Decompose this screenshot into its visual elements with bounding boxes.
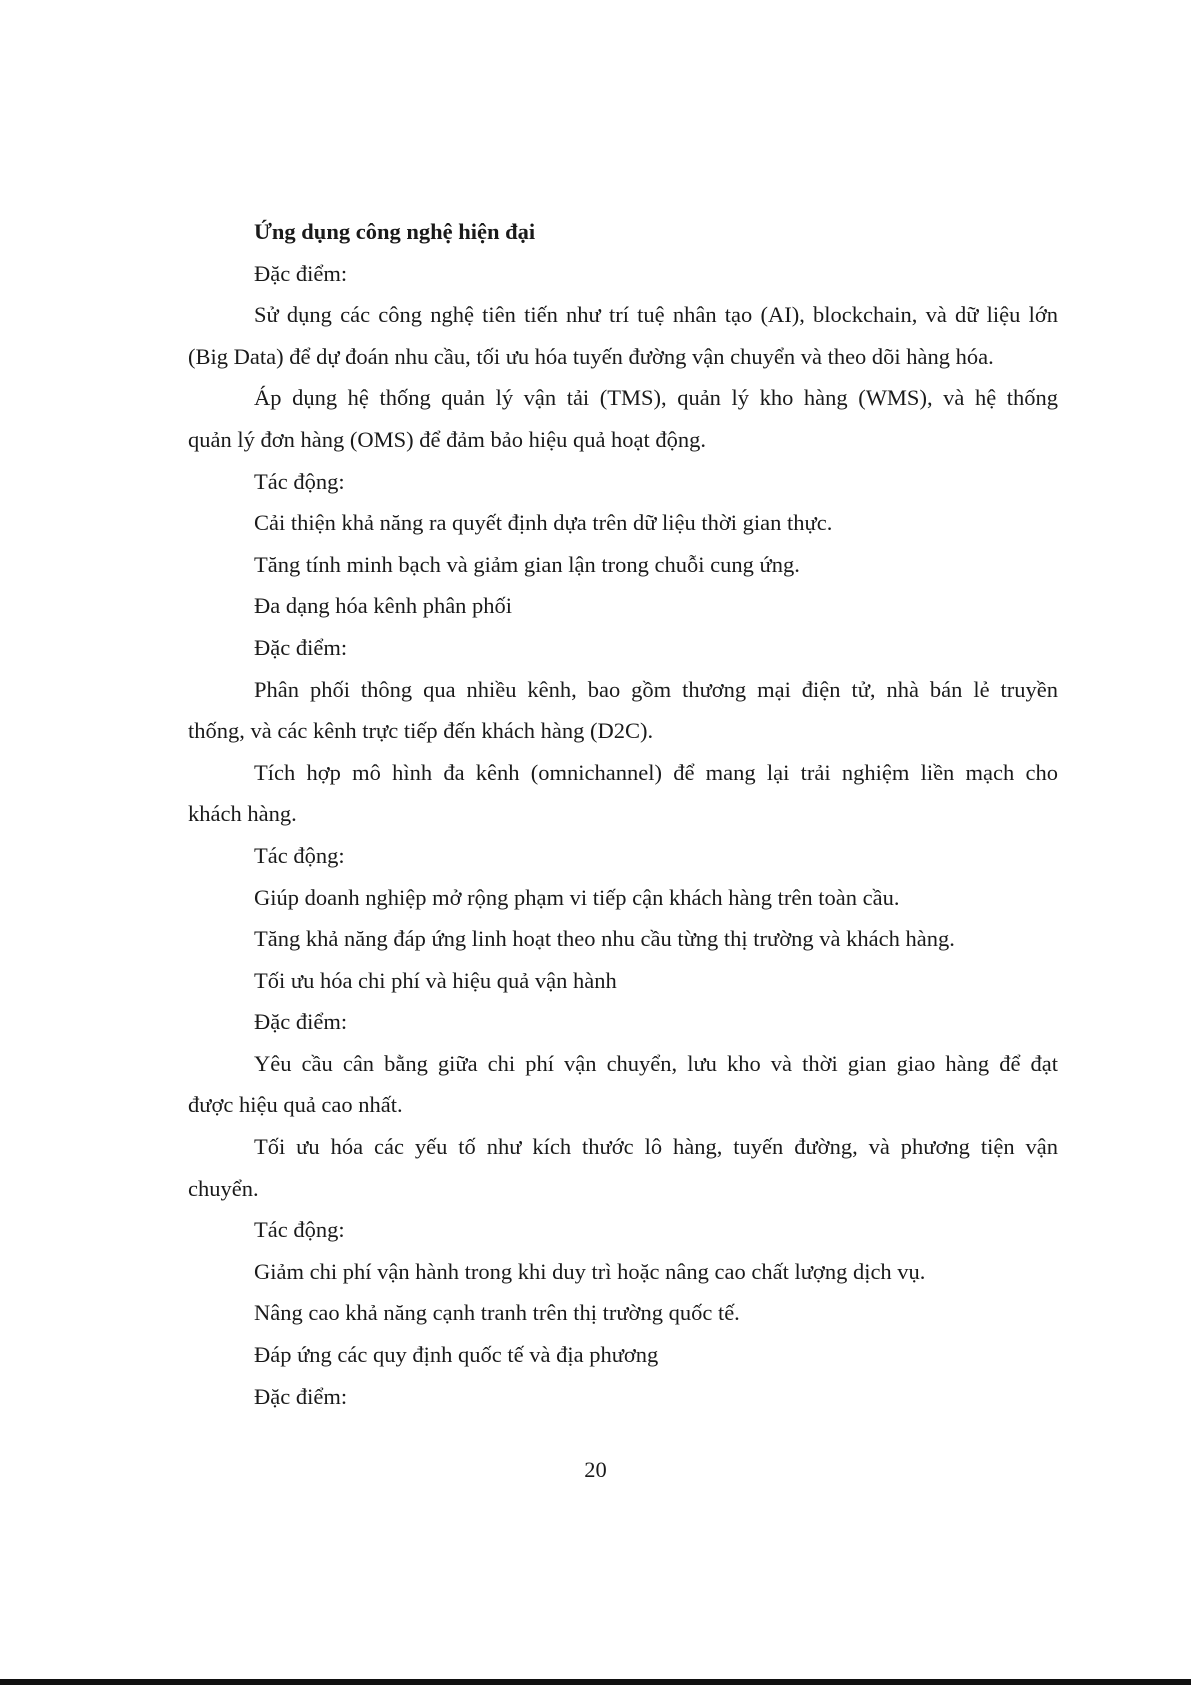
text-line: Áp dụng hệ thống quản lý vận tải (TMS), quản lý kho hàng (WMS), và hệ thống — [254, 385, 1058, 411]
text-line: Yêu cầu cân bằng giữa chi phí vận chuyển, lưu kho và thời gian giao hàng để đạt — [254, 1050, 1058, 1076]
text-line: Đáp ứng các quy định quốc tế và địa phương — [254, 1342, 659, 1368]
text-line: quản lý đơn hàng (OMS) để đảm bảo hiệu quả hoạt động. — [188, 426, 707, 452]
text-line: Đặc điểm: — [254, 634, 348, 660]
text-line: Tác động: — [254, 1217, 345, 1243]
text-line: Phân phối thông qua nhiều kênh, bao gồm thương mại điện tử, nhà bán lẻ truyền — [254, 676, 1058, 702]
text-line: Đặc điểm: — [254, 1383, 348, 1409]
text-line: được hiệu quả cao nhất. — [188, 1092, 403, 1118]
text-line: Nâng cao khả năng cạnh tranh trên thị trường quốc tế. — [254, 1300, 740, 1326]
text-line: Đặc điểm: — [254, 1009, 348, 1035]
text-line: Sử dụng các công nghệ tiên tiến như trí tuệ nhân tạo (AI), blockchain, và dữ liệu lớn — [254, 302, 1058, 328]
page-body — [188, 211, 1058, 1417]
text-line: Tăng khả năng đáp ứng linh hoạt theo nhu cầu từng thị trường và khách hàng. — [254, 926, 955, 952]
text-line: Đa dạng hóa kênh phân phối — [254, 593, 513, 619]
text-line: Tác động: — [254, 842, 345, 868]
section-heading: Ứng dụng công nghệ hiện đại — [254, 219, 536, 244]
text-line: Tối ưu hóa chi phí và hiệu quả vận hành — [254, 967, 617, 993]
text-line: Tác động: — [254, 468, 345, 494]
text-line: khách hàng. — [188, 801, 297, 827]
text-line: Đặc điểm: — [254, 260, 348, 286]
text-line: Tối ưu hóa các yếu tố như kích thước lô hàng, tuyến đường, và phương tiện vận — [254, 1134, 1058, 1160]
text-line: (Big Data) để dự đoán nhu cầu, tối ưu hóa tuyến đường vận chuyển và theo dõi hàng hóa. — [188, 343, 994, 369]
text-line: Giúp doanh nghiệp mở rộng phạm vi tiếp cận khách hàng trên toàn cầu. — [254, 884, 900, 910]
text-line: Tích hợp mô hình đa kênh (omnichannel) để mang lại trải nghiệm liền mạch cho — [254, 759, 1058, 785]
text-line: Cải thiện khả năng ra quyết định dựa trên dữ liệu thời gian thực. — [254, 510, 833, 536]
page-number: 20 — [584, 1457, 607, 1482]
scan-edge-bar — [0, 1679, 1191, 1685]
text-line: chuyển. — [188, 1175, 259, 1201]
text-line: Giảm chi phí vận hành trong khi duy trì hoặc nâng cao chất lượng dịch vụ. — [254, 1258, 926, 1284]
text-line: thống, và các kênh trực tiếp đến khách hàng (D2C). — [188, 718, 654, 744]
text-line: Tăng tính minh bạch và giảm gian lận trong chuỗi cung ứng. — [254, 551, 800, 577]
